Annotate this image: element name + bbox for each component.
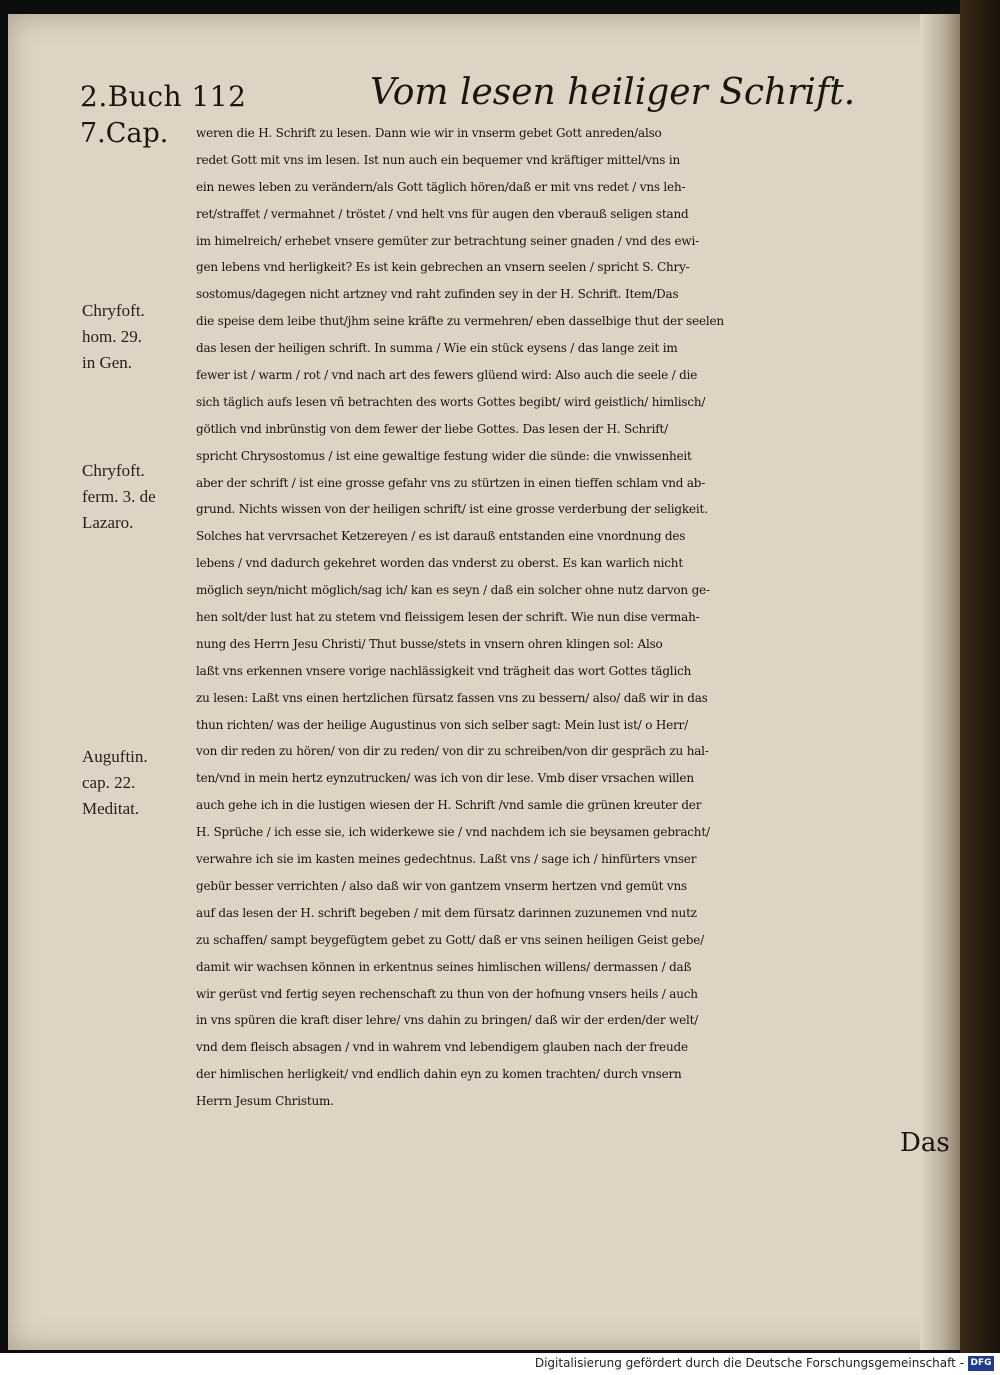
text-line: möglich seyn/nicht möglich/sag ich/ kan es seyn / daß ein solcher ohne nutz darvon ge- [196,583,710,598]
text-line: zu schaffen/ sampt beygefügtem gebet zu Gott/ daß er vns seinen heiligen Geist gebe/ [196,932,704,947]
text-line: gebür besser verrichten / also daß wir von gantzem vnserm hertzen vnd gemüt vns [196,878,687,893]
margin-note-line: hom. 29. [82,327,142,346]
text-line: sich täglich aufs lesen vñ betrachten des worts Gottes begibt/ wird geistlich/ himlisch/ [196,394,706,409]
book-edge [960,0,1000,1353]
text-line: Herrn Jesum Christum. [196,1094,334,1109]
margin-note-augustine [82,744,192,822]
text-line: spricht Chrysostomus / ist eine gewaltige festung wider die sünde: die vnwissenheit [196,448,692,463]
text-line: grund. Nichts wissen von der heiligen schrift/ ist eine grosse verderbung der seligkeit. [196,502,708,517]
text-line: redet Gott mit vns im lesen. Ist nun auch ein bequemer vnd kräftiger mittel/vns in [196,152,681,167]
running-title: Vom lesen heiliger Schrift. [370,72,856,113]
text-line: hen solt/der lust hat zu stetem vnd fleissigem lesen der schrift. Wie nun dise vermah- [196,610,700,625]
margin-note-line: in Gen. [82,353,133,372]
margin-note-chrysostom-gen [82,298,192,376]
text-line: damit wir wachsen können in erkentnus seines himlischen willens/ dermassen / daß [196,959,692,974]
text-line: ret/straffet / vermahnet / tröstet / vnd helt vns für augen den vberauß seligen stand [196,206,689,221]
text-line: auf das lesen der H. schrift begeben / mit dem fürsatz darinnen zuzunemen vnd nutz [196,905,697,920]
margin-note-line: Auguftin. [82,747,148,766]
text-line: zu lesen: Laßt vns einen hertzlichen fürsatz fassen vns zu bessern/ also/ daß wir in das [196,690,708,705]
margin-note-line: cap. 22. [82,773,136,792]
text-line: gen lebens vnd herligkeit? Es ist kein gebrechen an vnsern seelen / spricht S. Chry- [196,260,690,275]
footer-bar [0,1353,1000,1375]
text-line: laßt vns erkennen vnsere vorige nachlässigkeit vnd trägheit das wort Gottes täglich [196,663,692,678]
margin-note-line: Meditat. [82,799,140,818]
body-text [196,120,956,1115]
margin-note-line: Chryfoft. [82,301,145,320]
margin-note-line: Chryfoft. [82,461,145,480]
text-line: sostomus/dagegen nicht artzney vnd raht zufinden sey in der H. Schrift. Item/Das [196,287,679,302]
text-line: weren die H. Schrift zu lesen. Dann wie wir in vnserm gebet Gott anreden/also [196,126,662,140]
margin-note-line: Lazaro. [82,513,134,532]
text-line: in vns spüren die kraft diser lehre/ vns dahin zu bringen/ daß wir der erden/der welt/ [196,1013,699,1028]
margin-note-chrysostom-lazaro [82,458,192,536]
text-line: auch gehe ich in die lustigen wiesen der H. Schrift /vnd samle die grünen kreuter der [196,798,702,813]
funding-notice: Digitalisierung gefördert durch die Deutsche Forschungsgemeinschaft - [534,1356,964,1370]
text-line: im himelreich/ erhebet vnsere gemüter zur betrachtung seiner gnaden / vnd des ewi- [196,233,699,248]
margin-note-line: ferm. 3. de [82,487,156,506]
text-line: nung des Herrn Jesu Christi/ Thut busse/stets in vnsern ohren klingen sol: Also [196,636,663,651]
text-line: wir gerüst vnd fertig seyen rechenschaft zu thun von der hofnung vnsers heils / auch [196,986,698,1001]
text-line: fewer ist / warm / rot / vnd nach art des fewers glüend wird: Also auch die seele / die [196,368,698,383]
text-line: lebens / vnd dadurch gekehret worden das vnderst zu oberst. Es kan warlich nicht [196,556,683,571]
text-line: götlich vnd inbrünstig von dem fewer der liebe Gottes. Das lesen der H. Schrift/ [196,421,668,436]
text-line: vnd dem fleisch absagen / vnd in wahrem vnd lebendigem glauben nach der freude [196,1040,688,1055]
text-line: der himlischen herligkeit/ vnd endlich dahin eyn zu komen trachten/ durch vnsern [196,1067,682,1082]
text-line: ein newes leben zu verändern/als Gott täglich hören/daß er mit vns redet / vns leh- [196,179,686,194]
text-line: aber der schrift / ist eine grosse gefahr vns zu stürtzen in einen tieffen schlam vnd ab- [196,475,706,490]
running-header [80,72,940,120]
text-line: die speise dem leibe thut/jhm seine kräfte zu vermehren/ eben dasselbige thut der seelen [196,314,724,329]
text-line: thun richten/ was der heilige Augustinus von sich selber sagt: Mein lust ist/ o Herr/ [196,717,688,732]
text-line: H. Sprüche / ich esse sie, ich widerkewe sie / vnd nachdem ich sie beysamen gebracht/ [196,825,710,840]
text-line: verwahre ich sie im kasten meines gedechtnus. Laßt vns / sage ich / hinfürters vnser [196,852,697,867]
text-line: das lesen der heiligen schrift. In summa / Wie ein stück eysens / das lange zeit im [196,341,678,356]
folio-number: 2.Buch 112 [80,80,247,113]
chapter-marker: 7.Cap. [80,118,169,149]
text-line: Solches hat vervrsachet Ketzereyen / es ist darauß entstanden eine vnordnung des [196,529,686,544]
dfg-logo-icon: DFG [968,1356,994,1371]
text-line: von dir reden zu hören/ von dir zu reden/ von dir zu schreiben/von dir gespräch zu hal- [196,744,709,759]
text-line: ten/vnd in mein hertz eynzutrucken/ was ich von dir lese. Vmb diser vrsachen willen [196,771,694,786]
catchword: Das [900,1128,950,1158]
